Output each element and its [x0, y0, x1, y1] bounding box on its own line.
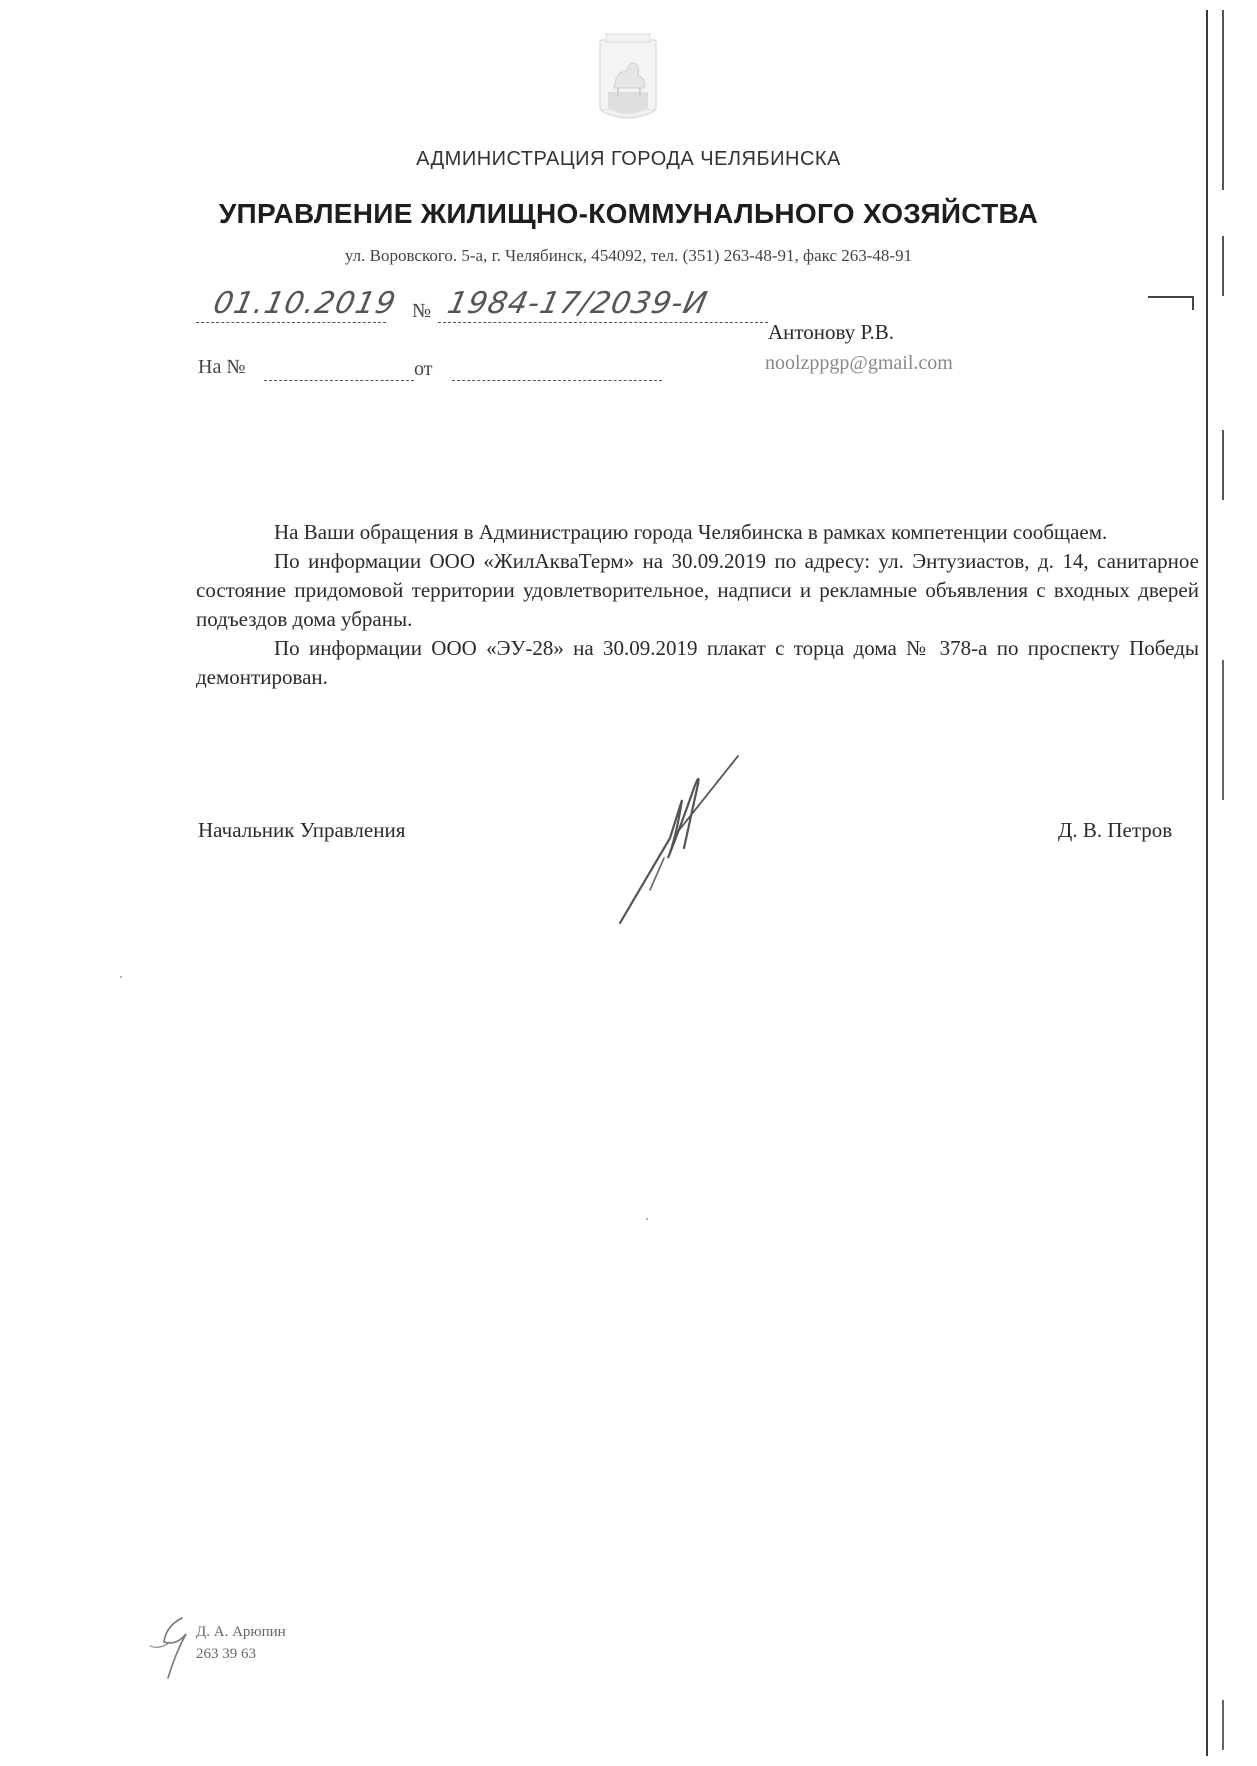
reply-to-label: На №	[198, 356, 246, 378]
coat-of-arms-icon	[596, 30, 660, 126]
addressee-name: Антонову Р.В.	[768, 320, 895, 344]
letter-body	[196, 518, 1199, 692]
administration-title: АДМИНИСТРАЦИЯ ГОРОДА ЧЕЛЯБИНСКА	[416, 148, 841, 170]
registration-number: 1984-17/2039-И	[444, 286, 711, 321]
scan-speck	[646, 1218, 648, 1220]
scan-edge-line	[1222, 1700, 1224, 1750]
department-title: УПРАВЛЕНИЕ ЖИЛИЩНО-КОММУНАЛЬНОГО ХОЗЯЙСТВА	[218, 198, 1039, 229]
from-label: от	[414, 358, 433, 380]
reply-date-line	[452, 380, 662, 381]
signer-position: Начальник Управления	[198, 818, 406, 842]
registration-date: 01.10.2019	[210, 286, 400, 321]
executor-name: Д. А. Арюпин	[196, 1624, 286, 1640]
scan-speck	[120, 976, 122, 978]
body-paragraph: На Ваши обращения в Администрацию города Челябинска в рамках компетенции сообщаем.	[274, 520, 1108, 544]
scan-edge-line	[1206, 10, 1208, 1756]
number-field-line	[438, 322, 768, 323]
corner-mark	[1148, 296, 1194, 298]
date-field-line	[196, 322, 386, 323]
body-paragraph: По информации ООО «ЖилАкваТерм» на 30.09.2019 по адресу: ул. Энтузиастов, д. 14, санитарное состояние придомовой территории удовлетворительное, надписи и рекламные объявления с входных дверей подъездов дома убраны.	[196, 549, 1199, 631]
signer-name: Д. В. Петров	[1058, 818, 1173, 842]
addressee-email: noolzppgp@gmail.com	[765, 352, 953, 374]
handwritten-signature	[610, 748, 750, 928]
department-address: ул. Воровского. 5-а, г. Челябинск, 454092, тел. (351) 263-48-91, факс 263-48-91	[344, 246, 913, 265]
corner-mark	[1192, 296, 1194, 310]
number-label: №	[412, 300, 432, 322]
reply-number-line	[264, 380, 414, 381]
scan-edge-line	[1222, 660, 1224, 800]
body-paragraph: По информации ООО «ЭУ-28» на 30.09.2019 плакат с торца дома № 378-а по проспекту Победы демонтирован.	[196, 636, 1199, 689]
executor-phone: 263 39 63	[196, 1646, 256, 1662]
scan-edge-line	[1222, 430, 1224, 500]
scan-edge-line	[1222, 236, 1224, 296]
